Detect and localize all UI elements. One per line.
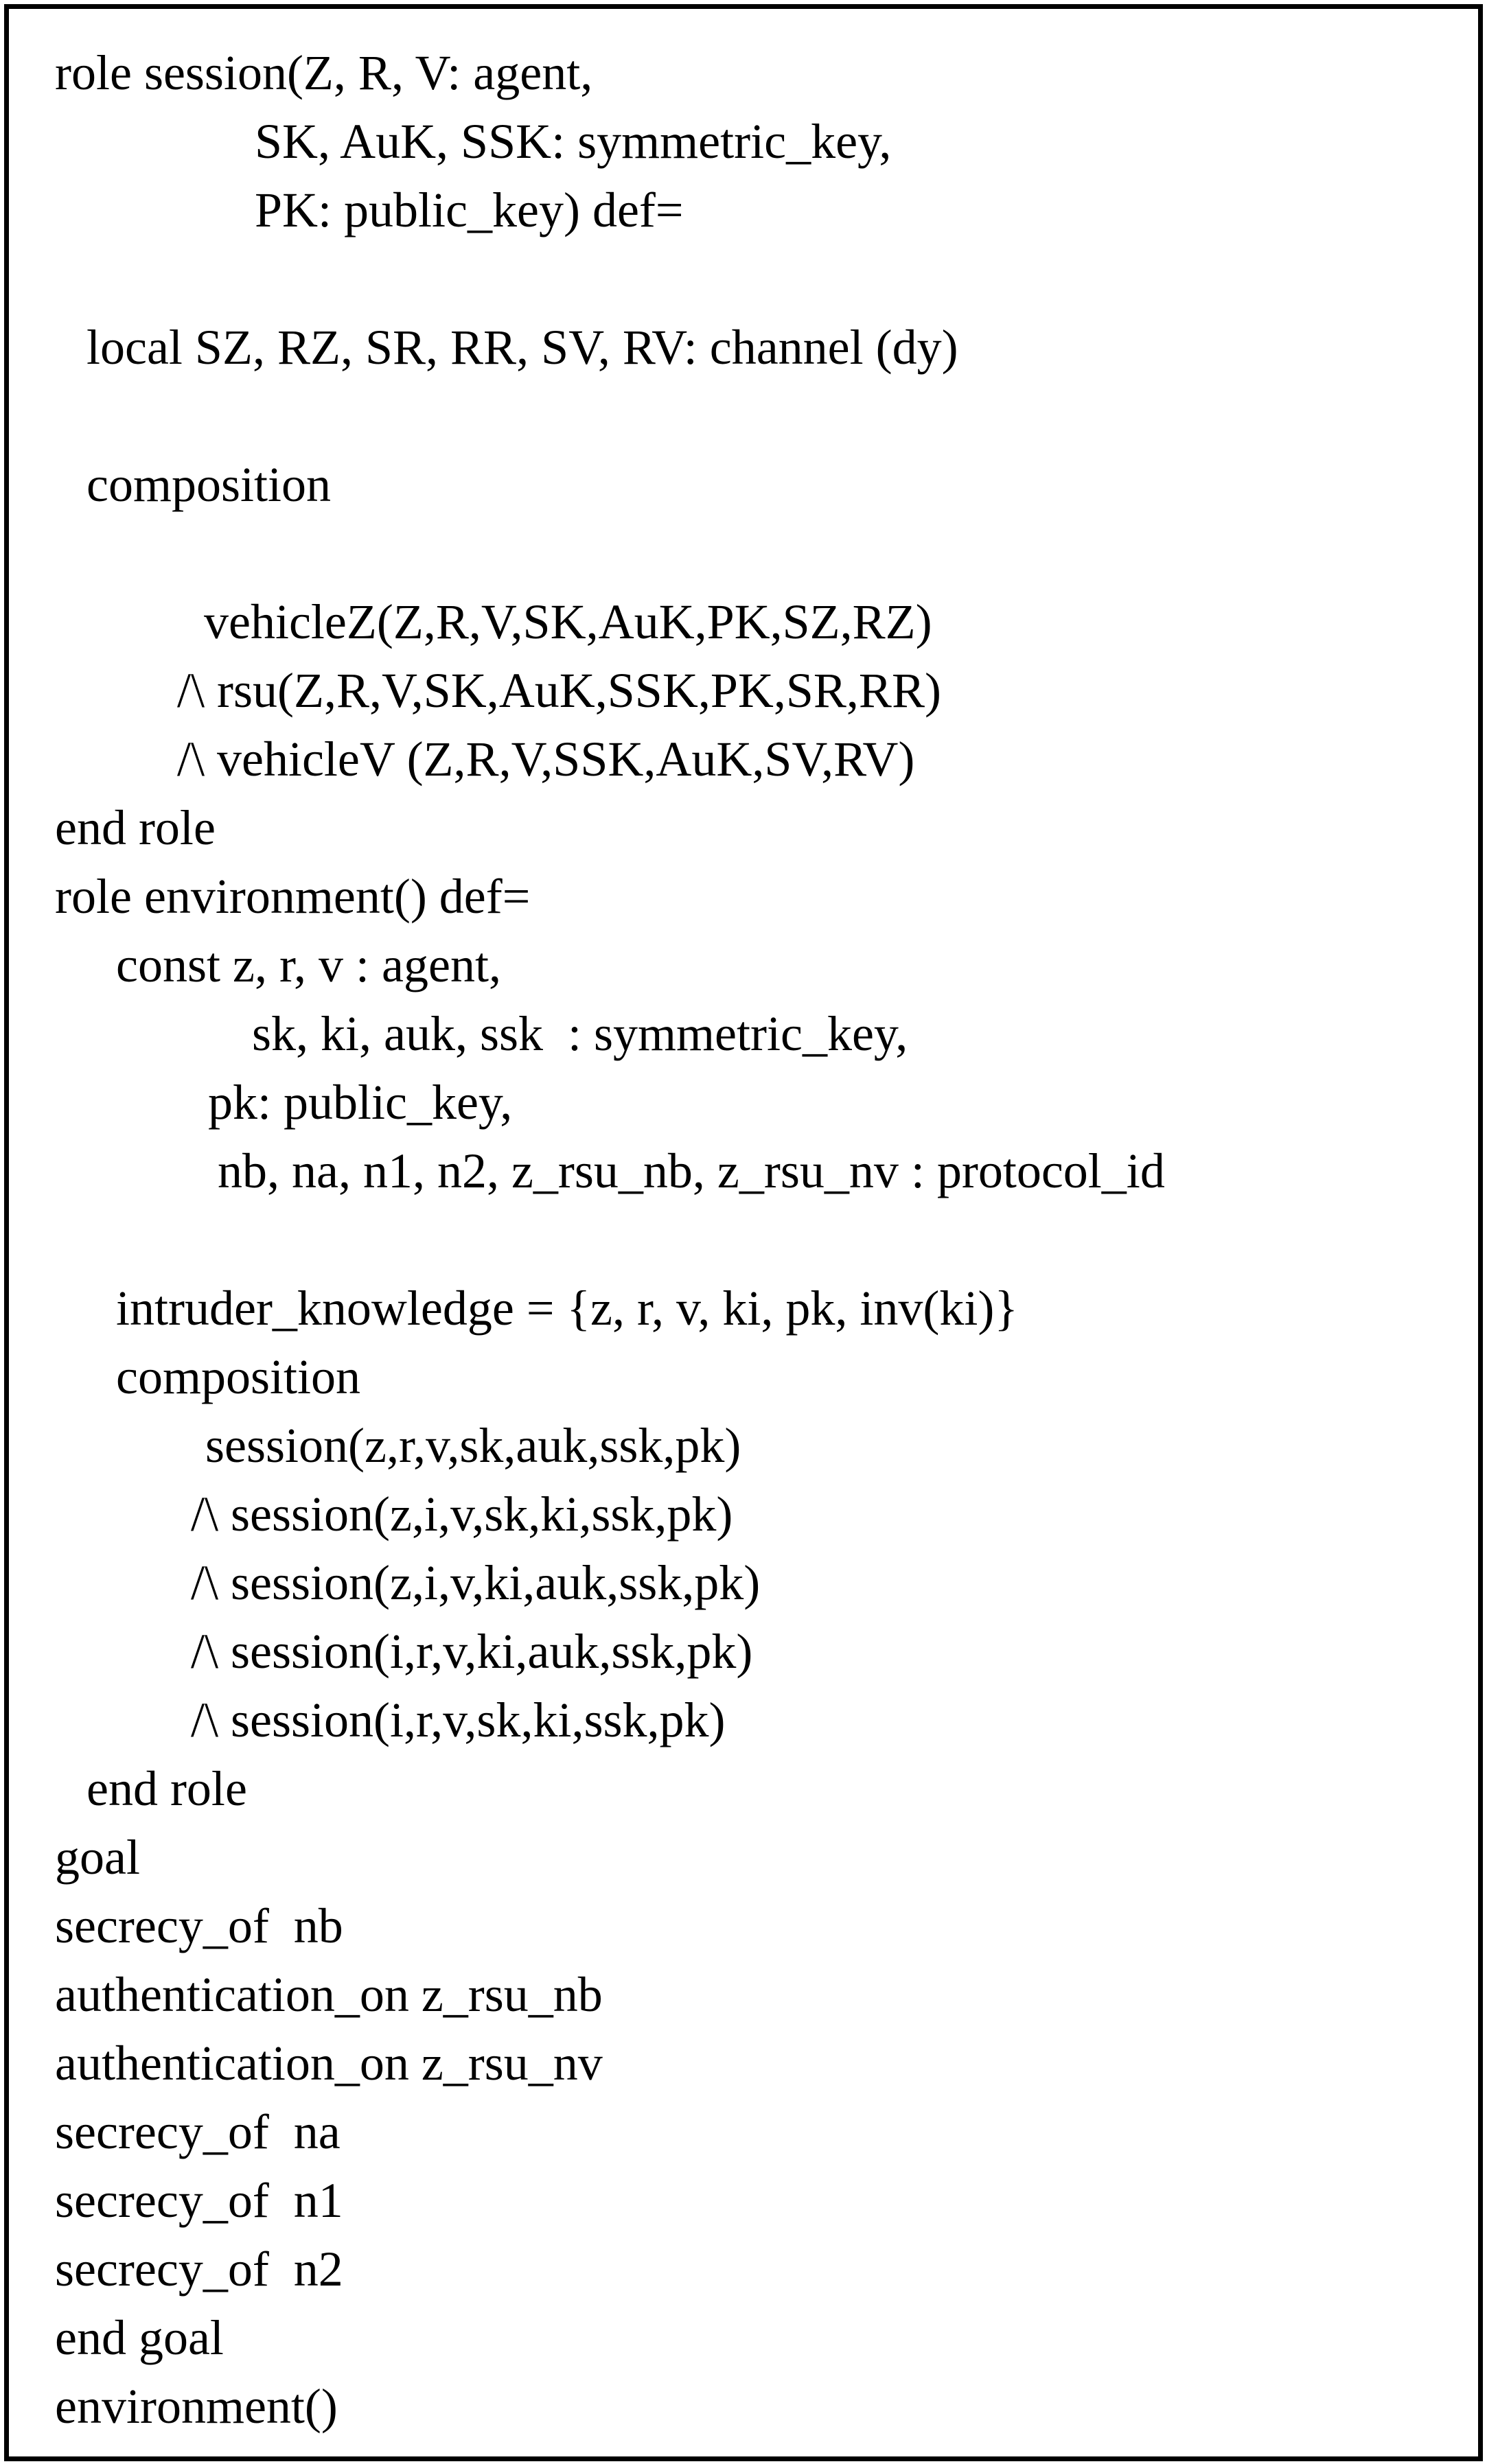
code-line: end role (87, 1761, 247, 1816)
code-line: PK: public_key) def= (255, 183, 684, 237)
code-line: pk: public_key, (208, 1075, 513, 1130)
code-line: /\ session(z,i,v,sk,ki,ssk,pk) (191, 1487, 733, 1542)
code-line: local SZ, RZ, SR, RR, SV, RV: channel (dy) (87, 320, 958, 375)
code-line: vehicleZ(Z,R,V,SK,AuK,PK,SZ,RZ) (204, 594, 932, 649)
code-panel (4, 4, 1483, 2461)
code-line: secrecy_of n1 (55, 2173, 343, 2228)
code-line: end role (55, 800, 216, 855)
code-line: goal (55, 1830, 140, 1885)
code-line: composition (116, 1349, 360, 1404)
code-line: /\ session(i,r,v,sk,ki,ssk,pk) (191, 1693, 726, 1747)
code-line: role session(Z, R, V: agent, (55, 45, 593, 100)
code-line: nb, na, n1, n2, z_rsu_nb, z_rsu_nv : protocol_id (218, 1143, 1165, 1198)
code-line: intruder_knowledge = {z, r, v, ki, pk, inv(ki)} (116, 1281, 1018, 1336)
code-line: /\ session(z,i,v,ki,auk,ssk,pk) (191, 1555, 761, 1610)
code-line: const z, r, v : agent, (116, 938, 501, 992)
code-line: SK, AuK, SSK: symmetric_key, (255, 114, 892, 169)
code-line: authentication_on z_rsu_nb (55, 1967, 603, 2022)
code-line: authentication_on z_rsu_nv (55, 2036, 603, 2091)
code-line: sk, ki, auk, ssk : symmetric_key, (252, 1006, 908, 1061)
code-line: secrecy_of n2 (55, 2242, 343, 2297)
code-line: /\ session(i,r,v,ki,auk,ssk,pk) (191, 1624, 753, 1679)
code-line: secrecy_of nb (55, 1898, 343, 1953)
code-line: /\ rsu(Z,R,V,SK,AuK,SSK,PK,SR,RR) (177, 663, 941, 718)
code-line: environment() (55, 2379, 338, 2434)
code-line: session(z,r,v,sk,auk,ssk,pk) (205, 1418, 741, 1473)
code-line: composition (87, 457, 331, 512)
code-line: role environment() def= (55, 869, 531, 924)
code-line: /\ vehicleV (Z,R,V,SSK,AuK,SV,RV) (177, 732, 915, 787)
code-line: end goal (55, 2310, 224, 2365)
code-line: secrecy_of na (55, 2104, 341, 2159)
